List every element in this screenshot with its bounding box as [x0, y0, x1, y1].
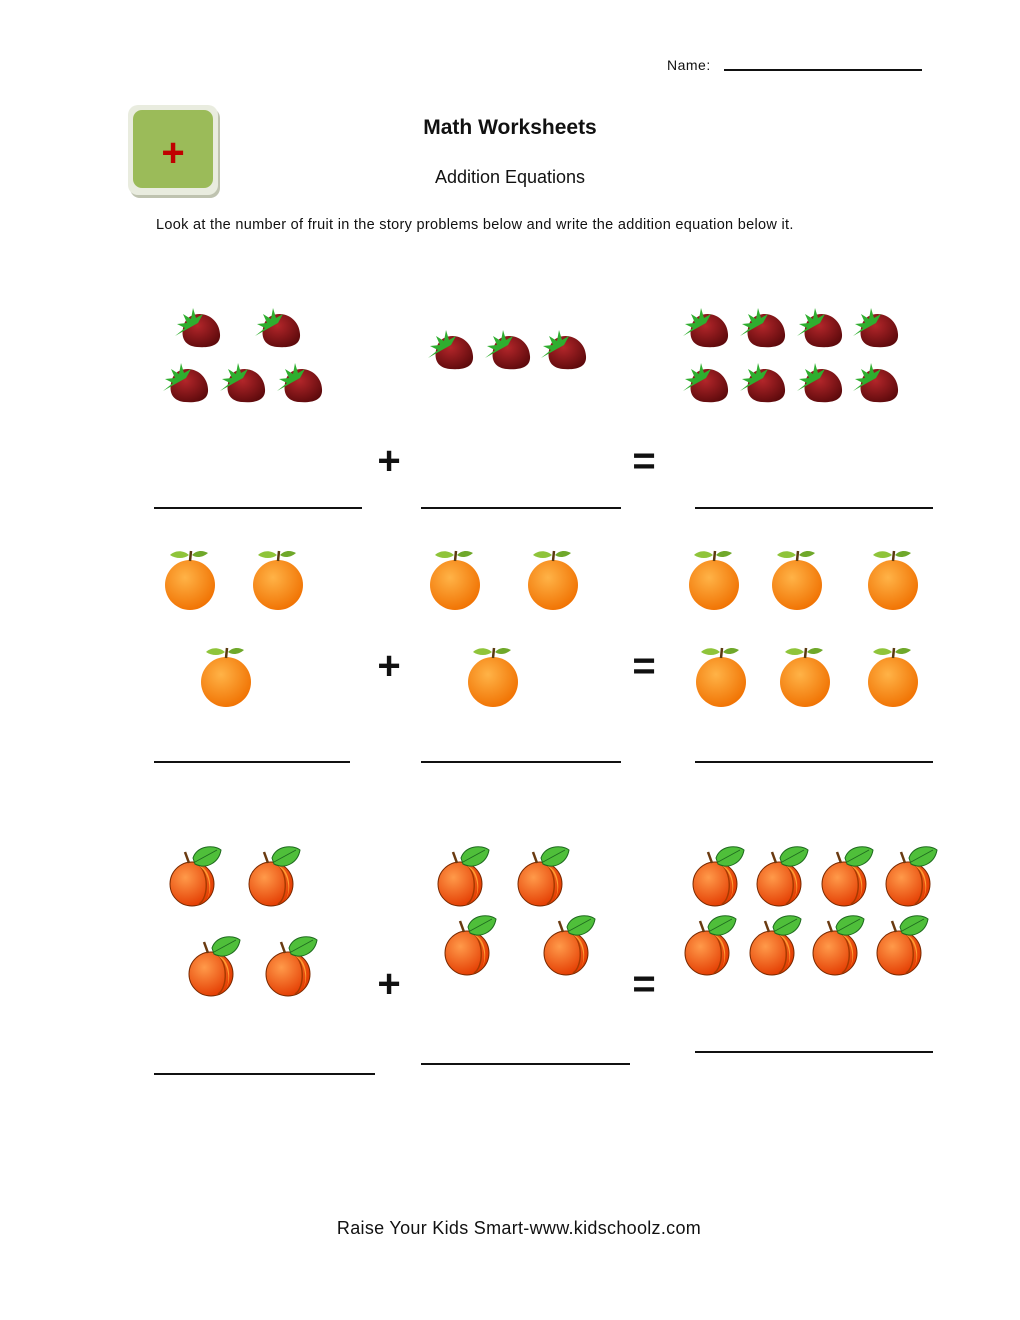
orange-icon	[867, 644, 919, 710]
orange-icon	[164, 547, 216, 613]
plus-sign: +	[377, 439, 401, 483]
orange-icon	[779, 644, 831, 710]
peach-icon	[690, 844, 746, 908]
page-subtitle: Addition Equations	[434, 167, 586, 187]
strawberry-icon	[539, 328, 589, 372]
footer: Raise Your Kids Smart-www.kidschoolz.com	[336, 1218, 702, 1238]
peach-icon	[167, 844, 223, 908]
plus-icon: +	[161, 131, 185, 175]
peach-icon	[186, 934, 242, 998]
peach-icon	[435, 844, 491, 908]
peach-icon	[819, 844, 875, 908]
strawberry-icon	[173, 306, 223, 350]
addend1-group-answer-line[interactable]	[154, 507, 362, 509]
peach-icon	[541, 913, 597, 977]
orange-icon	[429, 547, 481, 613]
instructions: Look at the number of fruit in the story problems below and write the addition equation below it.	[156, 217, 794, 233]
strawberry-icon	[795, 306, 845, 350]
plus-sign: +	[377, 644, 401, 688]
equals-sign: =	[632, 962, 656, 1006]
orange-icon	[527, 547, 579, 613]
orange-icon	[867, 547, 919, 613]
strawberry-icon	[795, 361, 845, 405]
equals-sign: =	[632, 644, 656, 688]
peach-icon	[682, 913, 738, 977]
strawberry-icon	[681, 361, 731, 405]
peach-icon	[874, 913, 930, 977]
strawberry-icon	[275, 361, 325, 405]
peach-icon	[754, 844, 810, 908]
peach-icon	[883, 844, 939, 908]
plus-sign: +	[377, 962, 401, 1006]
strawberry-icon	[681, 306, 731, 350]
strawberry-icon	[253, 306, 303, 350]
name-label: Name:	[667, 57, 711, 73]
peach-icon	[515, 844, 571, 908]
strawberry-icon	[851, 361, 901, 405]
orange-icon	[252, 547, 304, 613]
addend1-group-answer-line[interactable]	[154, 761, 350, 763]
orange-icon	[467, 644, 519, 710]
strawberry-icon	[426, 328, 476, 372]
peach-icon	[442, 913, 498, 977]
strawberry-icon	[851, 306, 901, 350]
strawberry-icon	[218, 361, 268, 405]
addend2-group-answer-line[interactable]	[421, 761, 621, 763]
peach-icon	[810, 913, 866, 977]
strawberry-icon	[738, 361, 788, 405]
orange-icon	[200, 644, 252, 710]
addend1-group-answer-line[interactable]	[154, 1073, 375, 1075]
orange-icon	[771, 547, 823, 613]
sum-group-answer-line[interactable]	[695, 507, 933, 509]
strawberry-icon	[161, 361, 211, 405]
addend2-group-answer-line[interactable]	[421, 1063, 630, 1065]
sum-group-answer-line[interactable]	[695, 761, 933, 763]
sum-group-answer-line[interactable]	[695, 1051, 933, 1053]
strawberry-icon	[483, 328, 533, 372]
peach-icon	[246, 844, 302, 908]
orange-icon	[688, 547, 740, 613]
name-input-line[interactable]	[724, 69, 922, 71]
page-title: Math Worksheets	[423, 116, 597, 139]
peach-icon	[747, 913, 803, 977]
equals-sign: =	[632, 439, 656, 483]
addend2-group-answer-line[interactable]	[421, 507, 621, 509]
strawberry-icon	[738, 306, 788, 350]
peach-icon	[263, 934, 319, 998]
orange-icon	[695, 644, 747, 710]
